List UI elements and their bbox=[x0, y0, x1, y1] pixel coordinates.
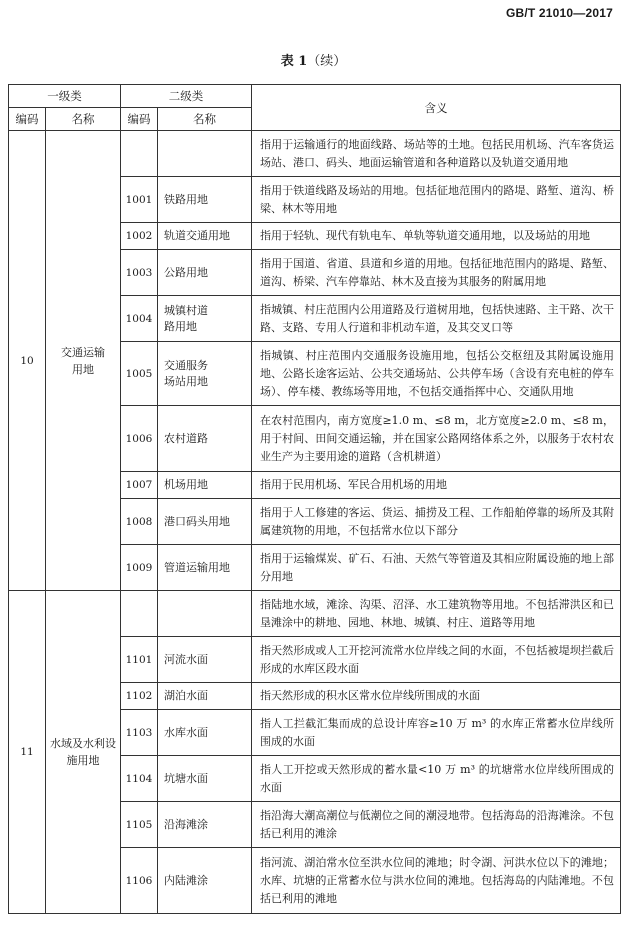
row-code: 1106 bbox=[121, 848, 158, 914]
header-meaning: 含义 bbox=[252, 85, 621, 131]
row-code: 1102 bbox=[121, 683, 158, 710]
row-description: 指城镇、村庄范围内公用道路及行道树用地，包括快速路、主干路、次干路、支路、专用人行道和非机动车道，及其交叉口等 bbox=[252, 296, 621, 342]
table-caption bbox=[0, 50, 627, 69]
row-name: 湖泊水面 bbox=[158, 683, 252, 710]
header-code-level1: 编码 bbox=[9, 108, 46, 131]
caption-title: 表 1 bbox=[280, 54, 308, 69]
row-description: 指用于铁道线路及场站的用地。包括征地范围内的路堤、路堑、道沟、桥梁、林木等用地 bbox=[252, 177, 621, 223]
row-code: 1006 bbox=[121, 406, 158, 472]
row-description: 指人工开挖或天然形成的蓄水量<10 万 m³ 的坑塘常水位岸线所围成的水面 bbox=[252, 756, 621, 802]
caption-suffix: （续） bbox=[307, 54, 347, 69]
level2-name-empty bbox=[158, 591, 252, 637]
level2-code-empty bbox=[121, 591, 158, 637]
level1-name: 水域及水利设施用地 bbox=[46, 591, 121, 914]
row-name: 水库水面 bbox=[158, 710, 252, 756]
row-name: 公路用地 bbox=[158, 250, 252, 296]
group-water bbox=[9, 591, 621, 914]
row-name: 城镇村道路用地 bbox=[158, 296, 252, 342]
row-name: 农村道路 bbox=[158, 406, 252, 472]
row-code: 1001 bbox=[121, 177, 158, 223]
row-description: 指用于人工修建的客运、货运、捕捞及工程、工作船舶停靠的场所及其附属建筑物的用地，不包括常水位以下部分 bbox=[252, 499, 621, 545]
row-description: 指城镇、村庄范围内交通服务设施用地，包括公交枢纽及其附属设施用地、公路长途客运站、公共交通场站、公共停车场（含设有充电桩的停车场）、停车楼、教练场等用地，不包括交通指挥中心、交通队用地 bbox=[252, 342, 621, 406]
row-name: 沿海滩涂 bbox=[158, 802, 252, 848]
header-name-level1: 名称 bbox=[46, 108, 121, 131]
row-description: 指天然形成的积水区常水位岸线所围成的水面 bbox=[252, 683, 621, 710]
row-description: 指用于国道、省道、县道和乡道的用地。包括征地范围内的路堤、路堑、道沟、桥梁、汽车停靠站、林木及直接为其服务的附属用地 bbox=[252, 250, 621, 296]
row-name: 铁路用地 bbox=[158, 177, 252, 223]
row-code: 1004 bbox=[121, 296, 158, 342]
row-description: 指人工拦截汇集而成的总设计库容≥10 万 m³ 的水库正常蓄水位岸线所围成的水面 bbox=[252, 710, 621, 756]
row-code: 1002 bbox=[121, 223, 158, 250]
level1-description: 指用于运输通行的地面线路、场站等的土地。包括民用机场、汽车客货运场站、港口、码头、地面运输管道和各种道路以及轨道交通用地 bbox=[252, 131, 621, 177]
row-name: 坑塘水面 bbox=[158, 756, 252, 802]
row-code: 1101 bbox=[121, 637, 158, 683]
header-level2-group: 二级类 bbox=[121, 85, 252, 108]
row-name: 内陆滩涂 bbox=[158, 848, 252, 914]
level1-code: 11 bbox=[9, 591, 46, 914]
row-name: 港口码头用地 bbox=[158, 499, 252, 545]
row-name: 机场用地 bbox=[158, 472, 252, 499]
row-code: 1008 bbox=[121, 499, 158, 545]
row-name: 交通服务场站用地 bbox=[158, 342, 252, 406]
table-header bbox=[9, 85, 621, 131]
header-code-level2: 编码 bbox=[121, 108, 158, 131]
level1-code: 10 bbox=[9, 131, 46, 591]
land-use-classification-table bbox=[8, 84, 621, 914]
row-code: 1103 bbox=[121, 710, 158, 756]
header-level1-group: 一级类 bbox=[9, 85, 121, 108]
row-description: 指天然形成或人工开挖河流常水位岸线之间的水面，不包括被堤坝拦截后形成的水库区段水面 bbox=[252, 637, 621, 683]
group-transport bbox=[9, 131, 621, 591]
header-name-level2: 名称 bbox=[158, 108, 252, 131]
level2-name-empty bbox=[158, 131, 252, 177]
row-code: 1104 bbox=[121, 756, 158, 802]
row-code: 1105 bbox=[121, 802, 158, 848]
row-code: 1005 bbox=[121, 342, 158, 406]
row-description: 在农村范围内，南方宽度≥1.0 m、≤8 m，北方宽度≥2.0 m、≤8 m，用于村间、田间交通运输，并在国家公路网络体系之外，以服务于农村农业生产为主要用途的道路（含机耕道） bbox=[252, 406, 621, 472]
row-description: 指用于民用机场、军民合用机场的用地 bbox=[252, 472, 621, 499]
row-code: 1007 bbox=[121, 472, 158, 499]
standard-number: GB/T 21010—2017 bbox=[505, 6, 613, 20]
row-description: 指用于运输煤炭、矿石、石油、天然气等管道及其相应附属设施的地上部分用地 bbox=[252, 545, 621, 591]
row-description: 指用于轻轨、现代有轨电车、单轨等轨道交通用地，以及场站的用地 bbox=[252, 223, 621, 250]
table-row bbox=[9, 131, 621, 177]
row-description: 指沿海大潮高潮位与低潮位之间的潮浸地带。包括海岛的沿海滩涂。不包括已利用的滩涂 bbox=[252, 802, 621, 848]
level1-description: 指陆地水域，滩涂、沟渠、沼泽、水工建筑物等用地。不包括滞洪区和已垦滩涂中的耕地、园地、林地、城镇、村庄、道路等用地 bbox=[252, 591, 621, 637]
row-description: 指河流、湖泊常水位至洪水位间的滩地；时令湖、河洪水位以下的滩地；水库、坑塘的正常蓄水位与洪水位间的滩地。包括海岛的内陆滩地。不包括已利用的滩地 bbox=[252, 848, 621, 914]
row-code: 1003 bbox=[121, 250, 158, 296]
level2-code-empty bbox=[121, 131, 158, 177]
row-code: 1009 bbox=[121, 545, 158, 591]
row-name: 管道运输用地 bbox=[158, 545, 252, 591]
level1-name: 交通运输用地 bbox=[46, 131, 121, 591]
table-row bbox=[9, 591, 621, 637]
row-name: 河流水面 bbox=[158, 637, 252, 683]
row-name: 轨道交通用地 bbox=[158, 223, 252, 250]
